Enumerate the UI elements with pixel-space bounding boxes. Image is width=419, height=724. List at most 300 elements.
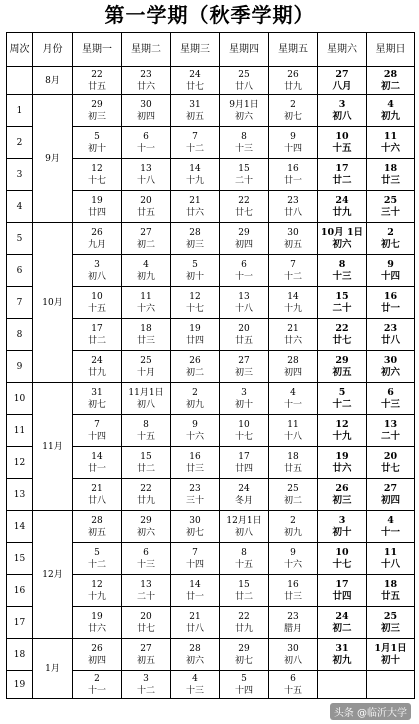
lunar-date: 十一 <box>380 526 400 538</box>
lunar-date: 十六 <box>185 431 204 442</box>
lunar-date: 十六 <box>283 559 302 570</box>
day-cell <box>367 415 415 447</box>
lunar-date: 初四 <box>136 111 155 122</box>
weekday-header-thu: 星期四 <box>220 33 269 67</box>
solar-date: 12 <box>91 163 103 174</box>
week-row <box>7 383 415 415</box>
week-number: 3 <box>7 159 33 191</box>
lunar-date: 廿六 <box>332 462 352 474</box>
day-cell <box>122 447 171 479</box>
day-cell <box>73 415 122 447</box>
solar-date: 30 <box>383 354 398 366</box>
day-cell <box>73 383 122 415</box>
solar-date: 11 <box>383 546 398 558</box>
day-cell <box>269 383 318 415</box>
lunar-date: 廿四 <box>87 207 106 218</box>
solar-date: 20 <box>140 611 152 622</box>
solar-date: 7 <box>94 419 100 430</box>
solar-date: 26 <box>91 643 103 654</box>
day-cell <box>220 575 269 607</box>
solar-date: 29 <box>238 643 250 654</box>
day-cell <box>367 479 415 511</box>
lunar-date: 廿九 <box>234 623 253 634</box>
day-cell <box>269 191 318 223</box>
lunar-date: 初二 <box>332 622 352 634</box>
lunar-date: 初九 <box>332 654 352 666</box>
lunar-date: 初三 <box>185 239 204 250</box>
month-label: 1月 <box>33 639 73 699</box>
day-cell <box>171 479 220 511</box>
day-cell <box>171 223 220 255</box>
lunar-date: 初八 <box>136 399 155 410</box>
day-cell <box>318 607 367 639</box>
solar-date: 6 <box>387 386 394 398</box>
week-row <box>7 511 415 543</box>
day-cell <box>122 67 171 95</box>
solar-date: 25 <box>383 194 398 206</box>
solar-date: 23 <box>287 611 299 622</box>
solar-date: 24 <box>91 355 103 366</box>
month-label: 8月 <box>33 67 73 95</box>
lunar-date: 十三 <box>380 398 400 410</box>
day-cell <box>367 127 415 159</box>
lunar-date: 初七 <box>234 655 253 666</box>
day-cell <box>318 255 367 287</box>
lunar-date: 廿六 <box>87 623 106 634</box>
solar-date: 19 <box>91 611 103 622</box>
day-cell <box>73 127 122 159</box>
lunar-date: 廿五 <box>380 590 400 602</box>
day-cell <box>367 383 415 415</box>
solar-date: 31 <box>335 642 349 654</box>
lunar-date: 十七 <box>87 175 106 186</box>
solar-date: 6 <box>143 547 149 558</box>
solar-date: 8 <box>241 131 247 142</box>
lunar-date: 十一 <box>283 399 302 410</box>
lunar-date: 十三 <box>332 270 352 282</box>
day-cell <box>367 447 415 479</box>
solar-date: 11月1日 <box>128 387 164 398</box>
lunar-date: 十七 <box>234 431 253 442</box>
lunar-date: 廿五 <box>136 207 155 218</box>
lunar-date: 廿四 <box>234 463 253 474</box>
lunar-date: 初三 <box>380 622 400 634</box>
day-cell <box>318 479 367 511</box>
week-number: 18 <box>7 639 33 671</box>
lunar-date: 廿七 <box>380 462 400 474</box>
lunar-date: 廿一 <box>185 591 204 602</box>
solar-date: 20 <box>383 450 398 462</box>
solar-date: 28 <box>189 227 201 238</box>
day-cell <box>73 95 122 127</box>
day-cell <box>318 223 367 255</box>
solar-date: 9 <box>290 547 296 558</box>
solar-date: 29 <box>91 99 103 110</box>
day-cell <box>269 607 318 639</box>
day-cell <box>220 415 269 447</box>
day-cell <box>73 607 122 639</box>
lunar-date: 十五 <box>87 303 106 314</box>
lunar-date: 十四 <box>87 431 106 442</box>
solar-date: 19 <box>189 323 201 334</box>
lunar-date: 初四 <box>380 494 400 506</box>
day-cell <box>171 351 220 383</box>
solar-date: 8 <box>143 419 149 430</box>
lunar-date: 九月 <box>87 239 106 250</box>
solar-date: 26 <box>287 69 299 80</box>
day-cell <box>269 127 318 159</box>
lunar-date: 十五 <box>283 685 302 696</box>
lunar-date: 十二 <box>185 143 204 154</box>
lunar-date: 廿三 <box>185 463 204 474</box>
solar-date: 17 <box>91 323 103 334</box>
day-cell <box>73 67 122 95</box>
solar-date: 28 <box>91 515 103 526</box>
day-cell <box>220 447 269 479</box>
lunar-date: 廿八 <box>234 81 253 92</box>
day-cell <box>318 351 367 383</box>
lunar-date: 初六 <box>234 111 253 122</box>
day-cell <box>367 639 415 671</box>
lunar-date: 廿九 <box>283 81 302 92</box>
solar-date: 16 <box>287 163 299 174</box>
day-cell <box>269 351 318 383</box>
day-cell <box>171 255 220 287</box>
solar-date: 16 <box>287 579 299 590</box>
lunar-date: 廿九 <box>332 206 352 218</box>
day-cell <box>367 511 415 543</box>
day-cell <box>269 67 318 95</box>
solar-date: 27 <box>383 482 398 494</box>
weekday-header-mon: 星期一 <box>73 33 122 67</box>
day-cell <box>269 255 318 287</box>
day-cell <box>367 223 415 255</box>
solar-date: 24 <box>238 483 250 494</box>
lunar-date: 十三 <box>185 685 204 696</box>
solar-date: 18 <box>383 578 398 590</box>
solar-date: 22 <box>91 69 103 80</box>
lunar-date: 初三 <box>234 367 253 378</box>
solar-date: 7 <box>192 547 198 558</box>
day-cell <box>73 575 122 607</box>
day-cell <box>367 255 415 287</box>
solar-date: 13 <box>140 163 152 174</box>
day-cell <box>220 607 269 639</box>
day-cell <box>171 639 220 671</box>
solar-date: 29 <box>140 515 152 526</box>
lunar-date: 廿六 <box>283 335 302 346</box>
day-cell <box>171 543 220 575</box>
solar-date: 5 <box>241 673 247 684</box>
day-cell <box>171 671 220 699</box>
solar-date: 13 <box>383 418 398 430</box>
solar-date: 28 <box>287 355 299 366</box>
lunar-date: 廿一 <box>87 463 106 474</box>
lunar-date: 初五 <box>283 239 302 250</box>
day-cell <box>171 447 220 479</box>
day-cell <box>73 671 122 699</box>
day-cell <box>220 67 269 95</box>
day-cell <box>171 415 220 447</box>
day-cell <box>171 575 220 607</box>
lunar-date: 初四 <box>87 655 106 666</box>
day-cell <box>73 511 122 543</box>
day-cell <box>269 287 318 319</box>
day-cell <box>220 671 269 699</box>
solar-date: 15 <box>238 579 250 590</box>
solar-date: 26 <box>335 482 349 494</box>
day-cell <box>171 191 220 223</box>
day-cell <box>318 159 367 191</box>
week-number: 16 <box>7 575 33 607</box>
solar-date: 28 <box>383 68 398 80</box>
solar-date: 3 <box>94 259 100 270</box>
lunar-date: 十三 <box>234 143 253 154</box>
day-cell <box>171 67 220 95</box>
solar-date: 15 <box>335 290 349 302</box>
lunar-date: 八月 <box>332 80 352 92</box>
lunar-date: 十四 <box>234 685 253 696</box>
lunar-date: 十四 <box>185 559 204 570</box>
solar-date: 10 <box>335 546 349 558</box>
lunar-date: 三十 <box>185 495 204 506</box>
day-cell <box>73 191 122 223</box>
lunar-date: 初九 <box>136 271 155 282</box>
solar-date: 9 <box>387 258 394 270</box>
lunar-date: 廿七 <box>234 207 253 218</box>
lunar-date: 十六 <box>380 142 400 154</box>
day-cell <box>122 223 171 255</box>
solar-date: 15 <box>238 163 250 174</box>
solar-date: 3 <box>143 673 149 684</box>
solar-date: 20 <box>140 195 152 206</box>
solar-date: 30 <box>287 227 299 238</box>
lunar-date: 十三 <box>136 559 155 570</box>
solar-date: 14 <box>91 451 103 462</box>
day-cell <box>220 479 269 511</box>
lunar-date: 十五 <box>332 142 352 154</box>
day-cell <box>318 639 367 671</box>
week-number: 11 <box>7 415 33 447</box>
solar-date: 6 <box>290 673 296 684</box>
solar-date: 23 <box>140 69 152 80</box>
lunar-date: 二十 <box>332 302 352 314</box>
solar-date: 9月1日 <box>229 99 259 110</box>
week-number: 9 <box>7 351 33 383</box>
day-cell <box>318 511 367 543</box>
solar-date: 5 <box>192 259 198 270</box>
solar-date: 23 <box>189 483 201 494</box>
lunar-date: 初六 <box>185 655 204 666</box>
day-cell <box>73 223 122 255</box>
weekday-header-tue: 星期二 <box>122 33 171 67</box>
lunar-date: 廿九 <box>87 367 106 378</box>
week-row <box>7 67 415 95</box>
lunar-date: 初十 <box>234 399 253 410</box>
lunar-date: 初六 <box>380 366 400 378</box>
day-cell <box>269 671 318 699</box>
day-cell <box>318 287 367 319</box>
month-header: 月份 <box>33 33 73 67</box>
lunar-date: 二十 <box>380 430 400 442</box>
lunar-date: 十四 <box>283 143 302 154</box>
lunar-date: 廿七 <box>332 334 352 346</box>
solar-date: 23 <box>383 322 398 334</box>
lunar-date: 十九 <box>332 430 352 442</box>
day-cell <box>122 479 171 511</box>
day-cell <box>220 159 269 191</box>
day-cell <box>73 351 122 383</box>
solar-date: 19 <box>335 450 349 462</box>
day-cell <box>122 319 171 351</box>
solar-date: 24 <box>189 69 201 80</box>
solar-date: 22 <box>335 322 349 334</box>
solar-date: 4 <box>192 673 198 684</box>
solar-date: 21 <box>189 195 201 206</box>
day-cell <box>318 575 367 607</box>
day-cell <box>367 287 415 319</box>
solar-date: 15 <box>140 451 152 462</box>
lunar-date: 初三 <box>332 494 352 506</box>
solar-date: 7 <box>192 131 198 142</box>
day-cell <box>122 575 171 607</box>
day-cell <box>122 351 171 383</box>
academic-calendar-table <box>6 32 415 699</box>
solar-date: 9 <box>290 131 296 142</box>
solar-date: 10 <box>335 130 349 142</box>
solar-date: 1月1日 <box>374 642 407 654</box>
day-cell <box>367 575 415 607</box>
lunar-date: 廿二 <box>332 174 352 186</box>
day-cell <box>171 511 220 543</box>
day-cell <box>269 223 318 255</box>
solar-date: 10 <box>238 419 250 430</box>
lunar-date: 廿八 <box>185 623 204 634</box>
lunar-date: 初七 <box>380 238 400 250</box>
day-cell <box>122 191 171 223</box>
solar-date: 29 <box>335 354 349 366</box>
lunar-date: 十二 <box>87 559 106 570</box>
day-cell <box>122 127 171 159</box>
solar-date: 3 <box>241 387 247 398</box>
day-cell <box>367 607 415 639</box>
weekday-header-sat: 星期六 <box>318 33 367 67</box>
lunar-date: 初七 <box>87 399 106 410</box>
lunar-date: 初六 <box>136 527 155 538</box>
weekday-header-sun: 星期日 <box>367 33 415 67</box>
lunar-date: 初五 <box>185 111 204 122</box>
lunar-date: 廿二 <box>136 463 155 474</box>
lunar-date: 十四 <box>380 270 400 282</box>
solar-date: 5 <box>94 131 100 142</box>
lunar-date: 十七 <box>185 303 204 314</box>
calendar-body <box>7 67 415 699</box>
day-cell <box>269 575 318 607</box>
solar-date: 11 <box>287 419 299 430</box>
lunar-date: 十一 <box>136 143 155 154</box>
lunar-date: 十八 <box>380 558 400 570</box>
day-cell <box>220 191 269 223</box>
lunar-date: 十八 <box>136 175 155 186</box>
solar-date: 14 <box>189 163 201 174</box>
week-number: 5 <box>7 223 33 255</box>
month-label: 9月 <box>33 95 73 223</box>
solar-date: 13 <box>140 579 152 590</box>
lunar-date: 初十 <box>87 143 106 154</box>
lunar-date: 初二 <box>185 367 204 378</box>
lunar-date: 初八 <box>283 655 302 666</box>
lunar-date: 十八 <box>283 431 302 442</box>
day-cell <box>171 95 220 127</box>
solar-date: 10月 1日 <box>320 226 364 238</box>
lunar-date: 廿四 <box>185 335 204 346</box>
day-cell <box>73 287 122 319</box>
lunar-date: 廿一 <box>283 175 302 186</box>
solar-date: 22 <box>140 483 152 494</box>
day-cell <box>122 95 171 127</box>
solar-date: 6 <box>241 259 247 270</box>
week-number <box>7 67 33 95</box>
solar-date: 31 <box>91 387 103 398</box>
solar-date: 2 <box>290 515 296 526</box>
lunar-date: 廿八 <box>283 207 302 218</box>
solar-date: 4 <box>387 514 394 526</box>
lunar-date: 初十 <box>380 654 400 666</box>
lunar-date: 廿三 <box>283 591 302 602</box>
week-number: 4 <box>7 191 33 223</box>
solar-date: 23 <box>287 195 299 206</box>
lunar-date: 初三 <box>87 111 106 122</box>
lunar-date: 初十 <box>332 526 352 538</box>
week-number: 15 <box>7 543 33 575</box>
solar-date: 21 <box>287 323 299 334</box>
weekday-header-wed: 星期三 <box>171 33 220 67</box>
day-cell <box>367 671 415 699</box>
solar-date: 12 <box>91 579 103 590</box>
lunar-date: 冬月 <box>234 495 253 506</box>
week-number: 10 <box>7 383 33 415</box>
lunar-date: 廿五 <box>283 463 302 474</box>
lunar-date: 廿二 <box>87 335 106 346</box>
solar-date: 8 <box>241 547 247 558</box>
day-cell <box>367 543 415 575</box>
solar-date: 25 <box>383 610 398 622</box>
solar-date: 24 <box>335 194 349 206</box>
day-cell <box>122 639 171 671</box>
solar-date: 30 <box>140 99 152 110</box>
day-cell <box>73 479 122 511</box>
day-cell <box>269 447 318 479</box>
solar-date: 12 <box>189 291 201 302</box>
solar-date: 3 <box>338 98 346 110</box>
solar-date: 21 <box>189 611 201 622</box>
lunar-date: 廿五 <box>87 81 106 92</box>
week-header: 周次 <box>7 33 33 67</box>
solar-date: 14 <box>287 291 299 302</box>
solar-date: 27 <box>140 227 152 238</box>
solar-date: 29 <box>238 227 250 238</box>
week-number: 1 <box>7 95 33 127</box>
week-number: 17 <box>7 607 33 639</box>
lunar-date: 初八 <box>332 110 352 122</box>
day-cell <box>318 447 367 479</box>
lunar-date: 廿四 <box>332 590 352 602</box>
week-number: 6 <box>7 255 33 287</box>
week-number: 8 <box>7 319 33 351</box>
solar-date: 25 <box>287 483 299 494</box>
solar-date: 11 <box>383 130 398 142</box>
day-cell <box>318 383 367 415</box>
